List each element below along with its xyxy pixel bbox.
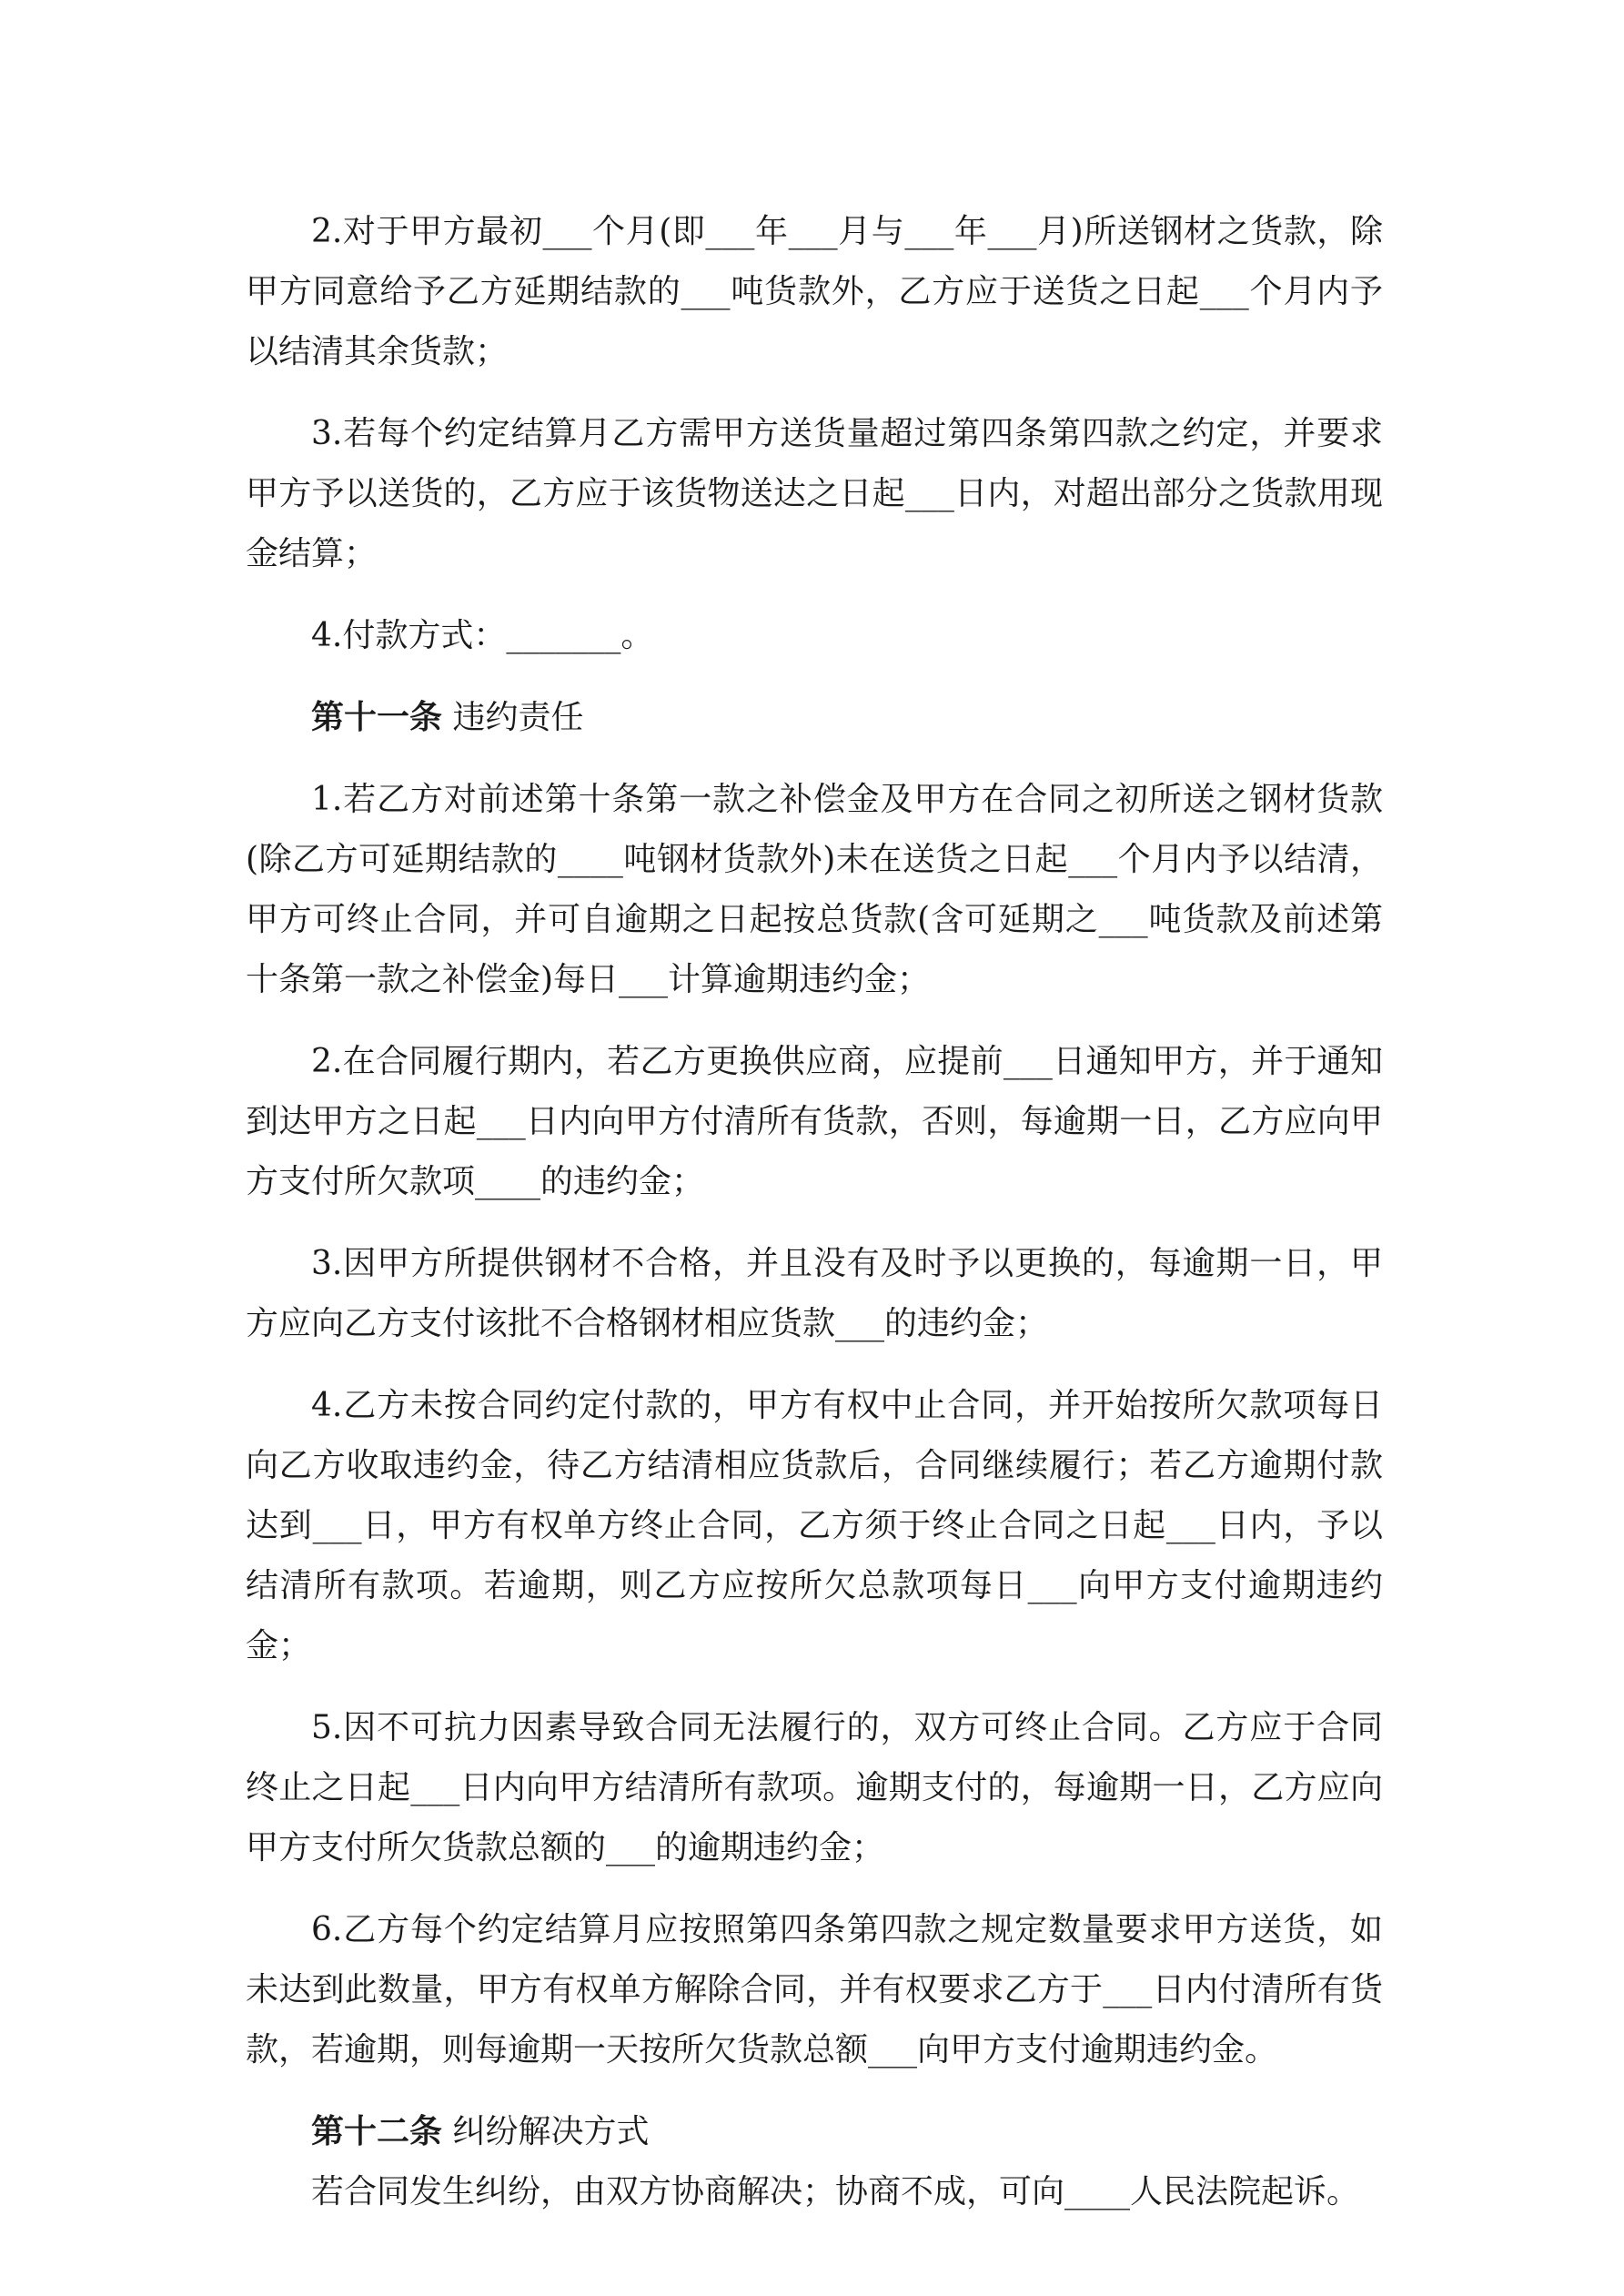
- article11-item-2: 2.在合同履行期内，若乙方更换供应商，应提前___日通知甲方，并于通知到达甲方之日起___日内向甲方付清所有货款，否则，每逾期一日，乙方应向甲方支付所欠款项____的违约金；: [246, 1043, 1383, 1200]
- article11-item-6: 6.乙方每个约定结算月应按照第四条第四款之规定数量要求甲方送货，如未达到此数量，甲方有权单方解除合同，并有权要求乙方于___日内付清所有货款，若逾期，则每逾期一天按所欠货款总额___向甲方支付逾期违约金。: [246, 1911, 1383, 2068]
- article12-number: 第十二条: [311, 2113, 443, 2150]
- article11-item-1: 1.若乙方对前述第十条第一款之补偿金及甲方在合同之初所送之钢材货款(除乙方可延期结款的____吨钢材货款外)未在送货之日起___个月内予以结清，甲方可终止合同，并可自逾期之日起按总货款(含可延期之___吨货款及前述第十条第一款之补偿金)每日___计算逾期违约金；: [246, 781, 1383, 998]
- article11-item-5: 5.因不可抗力因素导致合同无法履行的，双方可终止合同。乙方应于合同终止之日起___日内向甲方结清所有款项。逾期支付的，每逾期一日，乙方应向甲方支付所欠货款总额的___的逾期违约金；: [246, 1709, 1383, 1866]
- article12-title: 纠纷解决方式: [452, 2113, 650, 2150]
- article11-number: 第十一条: [311, 699, 443, 736]
- article12-heading: [246, 2102, 1383, 2162]
- article11-heading: [246, 688, 1383, 748]
- document-page: [246, 202, 1383, 2222]
- article10-item-3: 3.若每个约定结算月乙方需甲方送货量超过第四条第四款之约定，并要求甲方予以送货的，乙方应于该货物送达之日起___日内，对超出部分之货款用现金结算；: [246, 415, 1383, 572]
- article11-item-3: 3.因甲方所提供钢材不合格，并且没有及时予以更换的，每逾期一日，甲方应向乙方支付该批不合格钢材相应货款___的违约金；: [246, 1245, 1383, 1342]
- article10-item-2: 2.对于甲方最初___个月(即___年___月与___年___月)所送钢材之货款，除甲方同意给予乙方延期结款的___吨货款外，乙方应于送货之日起___个月内予以结清其余货款；: [246, 213, 1383, 370]
- article11-title: 违约责任: [452, 699, 584, 736]
- article11-item-4: 4.乙方未按合同约定付款的，甲方有权中止合同，并开始按所欠款项每日向乙方收取违约金，待乙方结清相应货款后，合同继续履行；若乙方逾期付款达到___日，甲方有权单方终止合同，乙方须于终止合同之日起___日内，予以结清所有款项。若逾期，则乙方应按所欠总款项每日___向甲方支付逾期违约金；: [246, 1387, 1383, 1664]
- article12-text: 若合同发生纠纷，由双方协商解决；协商不成，可向____人民法院起诉。: [311, 2173, 1360, 2210]
- article10-item-4: 4.付款方式：_______。: [311, 617, 654, 654]
